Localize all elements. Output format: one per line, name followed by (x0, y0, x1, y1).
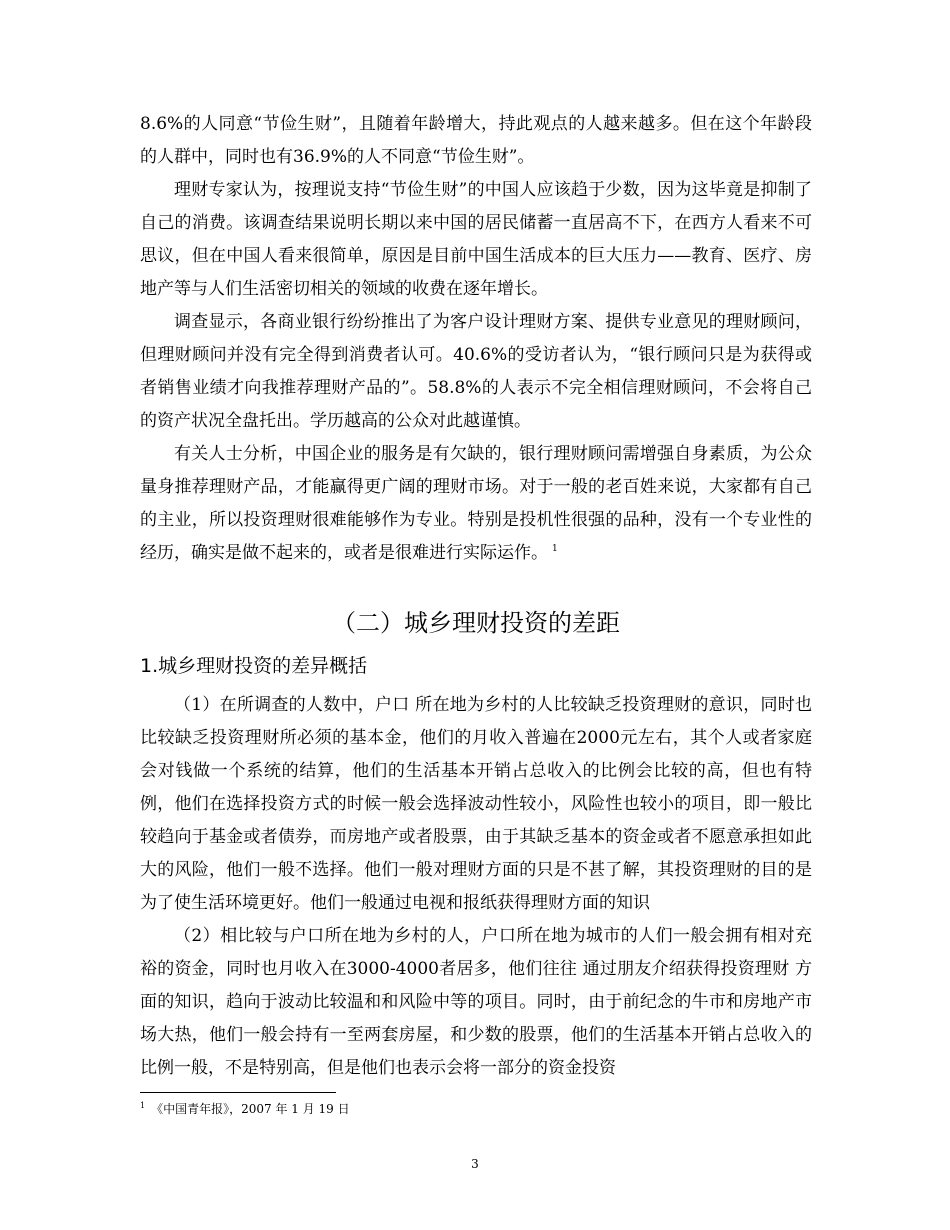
paragraph-industry-analysis-text: 有关人士分析，中国企业的服务是有欠缺的，银行理财顾问需增强自身素质，为公众量身推荐理财产品，才能赢得更广阔的理财市场。对于一般的老百姓来说，大家都有自己的主业，所以投资理财很难能够作为专业。特别是投机性很强的品种，没有一个专业性的经历，确实是做不起来的，或者是很难进行实际运作。 (140, 444, 812, 563)
paragraph-bank-advisors: 调查显示，各商业银行纷纷推出了为客户设计理财方案、提供专业意见的理财顾问，但理财顾问并没有完全得到消费者认可。40.6%的受访者认为，“银行顾问只是为获得或者销售业绩才向我推荐理财产品的”。58.8%的人表示不完全相信理财顾问，不会将自己的资产状况全盘托出。学历越高的公众对此越谨慎。 (140, 312, 812, 431)
paragraph-rural-residents: （1）在所调查的人数中，户口 所在地为乡村的人比较缺乏投资理财的意识，同时也比较缺乏投资理财所必须的基本金，他们的月收入普遍在2000元左右，其个人或者家庭会对钱做一个系统的结算，他们的生活基本开销占总收入的比例会比较的高，但也有特例，他们在选择投资方式的时候一般会选择波动性较小，风险性也较小的项目，即一般比较趋向于基金或者债券，而房地产或者股票，由于其缺乏基本的资金或者不愿意承担如此大的风险，他们一般不选择。他们一般对理财方面的只是不甚了解，其投资理财的目的是为了使生活环境更好。他们一般通过电视和报纸获得理财方面的知识 (140, 695, 812, 913)
body-content (140, 108, 812, 1085)
footnote-reference: 1 (552, 544, 558, 555)
footnote-mark: 1 (140, 1101, 146, 1110)
footnote-text: 《中国青年报》，2007 年 1 月 19 日 (151, 1102, 350, 1116)
paragraph-expert-opinion: 理财专家认为，按理说支持“节俭生财”的中国人应该趋于少数，因为这毕竟是抑制了自己的消费。该调查结果说明长期以来中国的居民储蓄一直居高不下，在西方人看来不可思议，但在中国人看来很简单，原因是目前中国生活成本的巨大压力——教育、医疗、房地产等与人们生活密切相关的领域的收费在逐年增长。 (140, 180, 812, 299)
paragraph-industry-analysis (140, 438, 812, 570)
subsection-heading: 1.城乡理财投资的差异概括 (140, 655, 368, 677)
paragraph-survey-age: 8.6%的人同意“节俭生财”，且随着年龄增大，持此观点的人越来越多。但在这个年龄段的人群中，同时也有36.9%的人不同意“节俭生财”。 (140, 114, 812, 167)
footnote (140, 1097, 350, 1118)
paragraph-urban-residents: （2）相比较与户口所在地为乡村的人，户口所在地为城市的人们一般会拥有相对充裕的资金，同时也月收入在3000-4000者居多，他们往往 通过朋友介绍获得投资理财 方面的知识，趋向于波动比较温和和风险中等的项目。同时，由于前纪念的牛市和房地产市场大热，他们一般会持有一至两套房屋，和少数的股票，他们的生活基本开销占总收入的比例一般，不是特别高，但是他们也表示会将一部分的资金投资 (140, 926, 812, 1078)
section-heading: （二）城乡理财投资的差距 (332, 609, 620, 637)
footnote-separator (140, 1092, 336, 1093)
page-number: 3 (471, 1157, 479, 1171)
